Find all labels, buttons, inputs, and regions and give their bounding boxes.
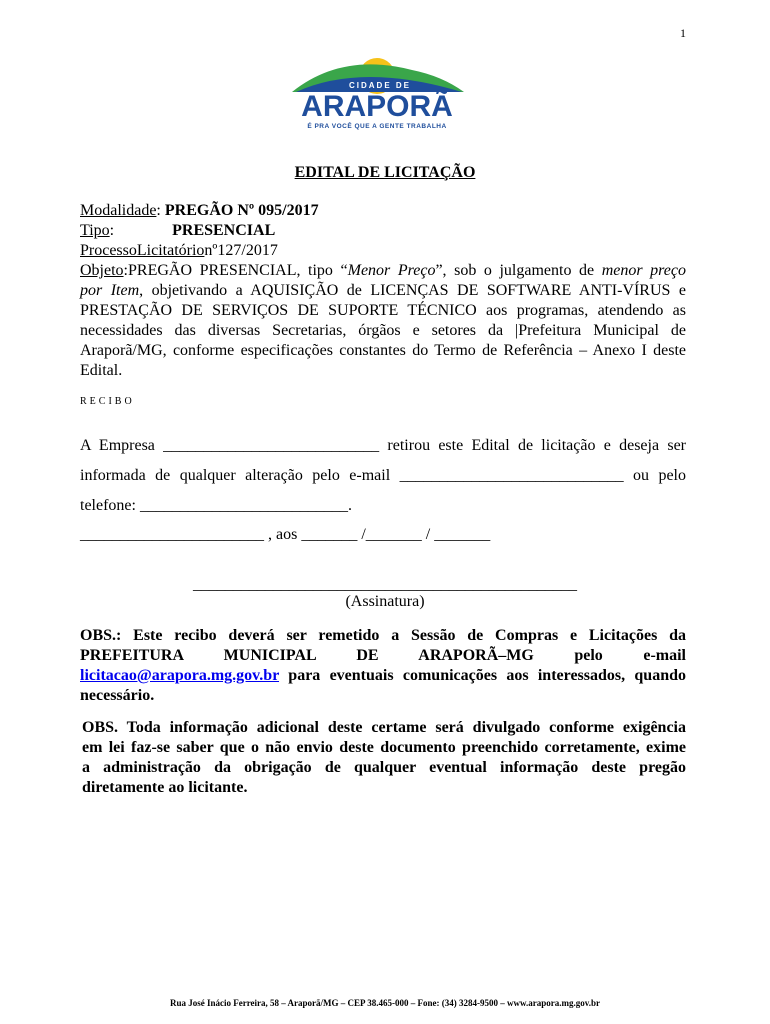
form-date-line: _______________________ , aos _______ /_______ / _______ (80, 526, 491, 543)
obs1-line-3 (80, 666, 686, 686)
objeto-line-2 (80, 281, 686, 301)
city-logo (282, 52, 472, 132)
signature-line: ________________________________________________ (193, 576, 577, 593)
form-email-line: informada de qualquer alteração pelo e-mail ____________________________ ou pelo (80, 467, 686, 484)
objeto-text: , objetivando a AQUISIÇÃO de LICENÇAS DE SOFTWARE ANTI-VÍRUS e (139, 282, 687, 299)
obs-recibo (80, 626, 686, 706)
modalidade-line: Modalidade: PREGÃO Nº 095/2017 (80, 202, 319, 219)
objeto-line-4: necessidades das diversas Secretarias, órgãos e setores da |Prefeitura Municipal de (80, 322, 686, 339)
obs2-line-2: em lei faz-se saber que o não envio deste documento preenchido corretamente, exime (82, 739, 686, 756)
objeto-text-italic: Menor Preço (347, 262, 436, 279)
objeto-text: ”, sob o julgamento de (435, 262, 602, 279)
modalidade-label: Modalidade (80, 202, 157, 219)
objeto-line-3: PRESTAÇÃO DE SERVIÇOS DE SUPORTE TÉCNICO aos programas, atendendo as (80, 302, 686, 319)
form-phone-line: telefone: __________________________. (80, 497, 352, 514)
obs1-line-1: OBS.: Este recibo deverá ser remetido a Sessão de Compras e Licitações da (80, 627, 686, 644)
tipo-value: PRESENCIAL (172, 222, 276, 239)
logo-top-text: CIDADE DE (348, 81, 412, 90)
objeto-line-1: Objeto:PREGÃO PRESENCIAL, tipo “Menor Preço”, sob o julgamento de menor preço (80, 262, 687, 279)
email-link[interactable]: licitacao@arapora.mg.gov.br (80, 667, 280, 684)
processo-value: nº127/2017 (204, 242, 278, 259)
obs2-line-1: OBS. Toda informação adicional deste certame será divulgado conforme exigência (82, 719, 686, 736)
processo-label: ProcessoLicitatório (80, 242, 205, 259)
document-title: EDITAL DE LICITAÇÃO (294, 164, 476, 181)
processo-line (80, 241, 686, 261)
objeto-text-italic: por Item (80, 282, 140, 299)
obs2-line-4: diretamente ao licitante. (82, 779, 248, 796)
objeto-line-6: Edital. (80, 362, 123, 379)
obs-informacao (82, 718, 686, 798)
obs1-line-2: PREFEITURA MUNICIPAL DE ARAPORÃ–MG pelo e-mail (80, 647, 686, 664)
tipo-line: Tipo: PRESENCIAL (80, 222, 276, 239)
recibo-heading: RECIBO (80, 396, 135, 407)
logo-city-name: ARAPORÃ (301, 90, 453, 123)
signature-label: (Assinatura) (345, 593, 425, 610)
logo-slogan: É PRA VOCÊ QUE A GENTE TRABALHA (307, 123, 447, 130)
page-number: 1 (680, 26, 686, 40)
modalidade-value: PREGÃO Nº 095/2017 (164, 202, 319, 219)
objeto-text-italic: menor preço (601, 262, 687, 279)
form-company-line: A Empresa ___________________________ retirou este Edital de licitação e deseja ser (80, 437, 686, 454)
obs2-line-3: a administração da obrigação de qualquer eventual informação deste pregão (82, 759, 686, 776)
obs1-line-4: necessário. (80, 687, 155, 704)
page-footer: Rua José Inácio Ferreira, 58 – Araporã/MG – CEP 38.465-000 – Fone: (34) 3284-9500 – www.arapora.mg.gov.br (169, 998, 601, 1008)
objeto-text: PREGÃO PRESENCIAL, tipo “ (128, 262, 348, 279)
obs1-line-3-rest: para eventuais comunicações aos interessados, quando (279, 667, 686, 684)
objeto-line-5: Araporã/MG, conforme especificações constantes do Termo de Referência – Anexo I deste (80, 342, 686, 359)
tipo-label: Tipo (80, 222, 110, 239)
objeto-label: Objeto (80, 262, 124, 279)
header-info (80, 201, 686, 381)
